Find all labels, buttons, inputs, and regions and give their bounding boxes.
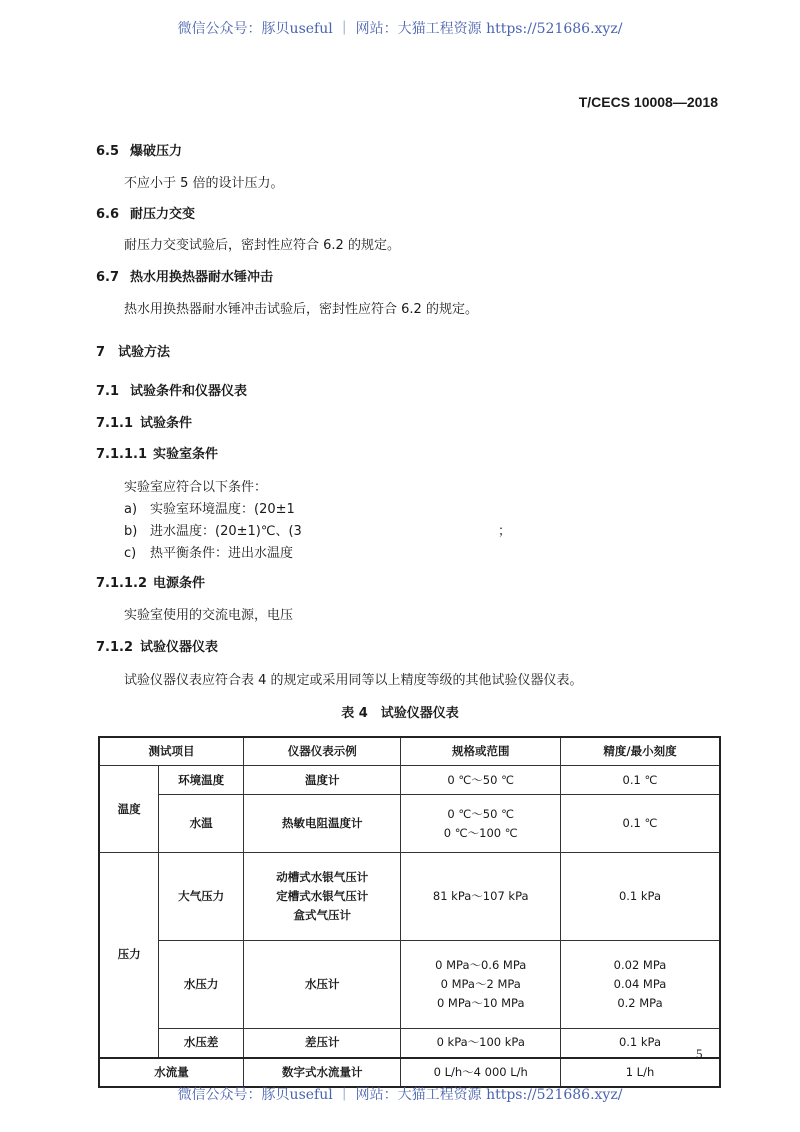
range-cell: 0 ℃～50 ℃ <box>401 766 560 795</box>
item-cell: 环境温度 <box>159 766 244 795</box>
instrument-cell: 差压计 <box>244 1029 401 1058</box>
table-row <box>99 766 720 795</box>
table-caption: 表 4 试验仪器仪表 <box>341 706 459 721</box>
section-7-1-1-1-heading: 7.1.1.1 实验室条件 <box>96 447 219 462</box>
section-7-1-2-body: 试验仪器仪表应符合表 4 的规定或采用同等以上精度等级的其他试验仪器仪表。 <box>124 673 583 688</box>
section-6-6-heading: 6.6 耐压力交变 <box>96 207 196 222</box>
precision-cell: 0.1 kPa <box>560 853 720 941</box>
list-item: a) 实验室环境温度：(20±1 <box>124 502 295 517</box>
item-cell: 水温 <box>159 795 244 853</box>
table-row <box>99 1058 720 1087</box>
group-cell: 温度 <box>99 766 159 853</box>
range-cell: 0 kPa～100 kPa <box>401 1029 560 1058</box>
range-cell: 81 kPa～107 kPa <box>401 853 560 941</box>
section-6-6-body: 耐压力交变试验后，密封性应符合 6.2 的规定。 <box>124 238 400 253</box>
table-row <box>99 795 720 853</box>
watermark-bottom: 微信公众号：豚贝useful ｜ 网站：大猫工程资源 https://521686.xyz/ <box>177 1087 623 1103</box>
standard-code: T/CECS 10008—2018 <box>578 94 718 110</box>
watermark-top: 微信公众号：豚贝useful ｜ 网站：大猫工程资源 https://521686.xyz/ <box>177 21 623 37</box>
range-cell: 0 ℃～50 ℃ 0 ℃～100 ℃ <box>401 795 560 853</box>
section-7-1-1-2-heading: 7.1.1.2 电源条件 <box>96 576 206 591</box>
section-6-5-body: 不应小于 5 倍的设计压力。 <box>124 176 284 191</box>
list-item: c) 热平衡条件：进出水温度 <box>124 546 294 561</box>
section-7-1-2-heading: 7.1.2 试验仪器仪表 <box>96 640 219 655</box>
item-cell: 大气压力 <box>159 853 244 941</box>
precision-cell: 0.1 ℃ <box>560 766 720 795</box>
instrument-cell: 温度计 <box>244 766 401 795</box>
table-row <box>99 853 720 941</box>
table-row <box>99 1029 720 1058</box>
stray-punctuation: ； <box>498 524 512 539</box>
chapter-7-heading: 7 试验方法 <box>96 345 171 360</box>
section-6-7-heading: 6.7 热水用换热器耐水锤冲击 <box>96 270 274 285</box>
header-cell: 测试项目 <box>99 737 244 766</box>
header-cell: 规格或范围 <box>401 737 560 766</box>
item-cell: 水流量 <box>99 1058 244 1087</box>
table-row <box>99 941 720 1029</box>
section-6-7-body: 热水用换热器耐水锤冲击试验后，密封性应符合 6.2 的规定。 <box>124 302 478 317</box>
precision-cell: 0.1 kPa <box>560 1029 720 1058</box>
instrument-cell: 动槽式水银气压计 定槽式水银气压计 盒式气压计 <box>244 853 401 941</box>
page-number: 5 <box>696 1046 703 1061</box>
precision-cell: 1 L/h <box>560 1058 720 1087</box>
instrument-cell: 热敏电阻温度计 <box>244 795 401 853</box>
section-7-1-1-heading: 7.1.1 试验条件 <box>96 416 193 431</box>
precision-cell: 0.02 MPa 0.04 MPa 0.2 MPa <box>560 941 720 1029</box>
section-7-1-1-2-body: 实验室使用的交流电源，电压 <box>124 608 294 623</box>
range-cell: 0 MPa～0.6 MPa 0 MPa～2 MPa 0 MPa～10 MPa <box>401 941 560 1029</box>
list-item: b) 进水温度：(20±1)℃、(3 <box>124 524 302 539</box>
precision-cell: 0.1 ℃ <box>560 795 720 853</box>
instrument-table <box>98 736 721 1088</box>
lab-conditions-intro: 实验室应符合以下条件： <box>124 480 268 495</box>
header-cell: 仪器仪表示例 <box>244 737 401 766</box>
table-header-row <box>99 737 720 766</box>
header-cell: 精度/最小刻度 <box>560 737 720 766</box>
section-6-5-heading: 6.5 爆破压力 <box>96 144 183 159</box>
instrument-cell: 水压计 <box>244 941 401 1029</box>
section-7-1-heading: 7.1 试验条件和仪器仪表 <box>96 384 248 399</box>
range-cell: 0 L/h～4 000 L/h <box>401 1058 560 1087</box>
instrument-cell: 数字式水流量计 <box>244 1058 401 1087</box>
group-cell: 压力 <box>99 853 159 1058</box>
item-cell: 水压差 <box>159 1029 244 1058</box>
item-cell: 水压力 <box>159 941 244 1029</box>
